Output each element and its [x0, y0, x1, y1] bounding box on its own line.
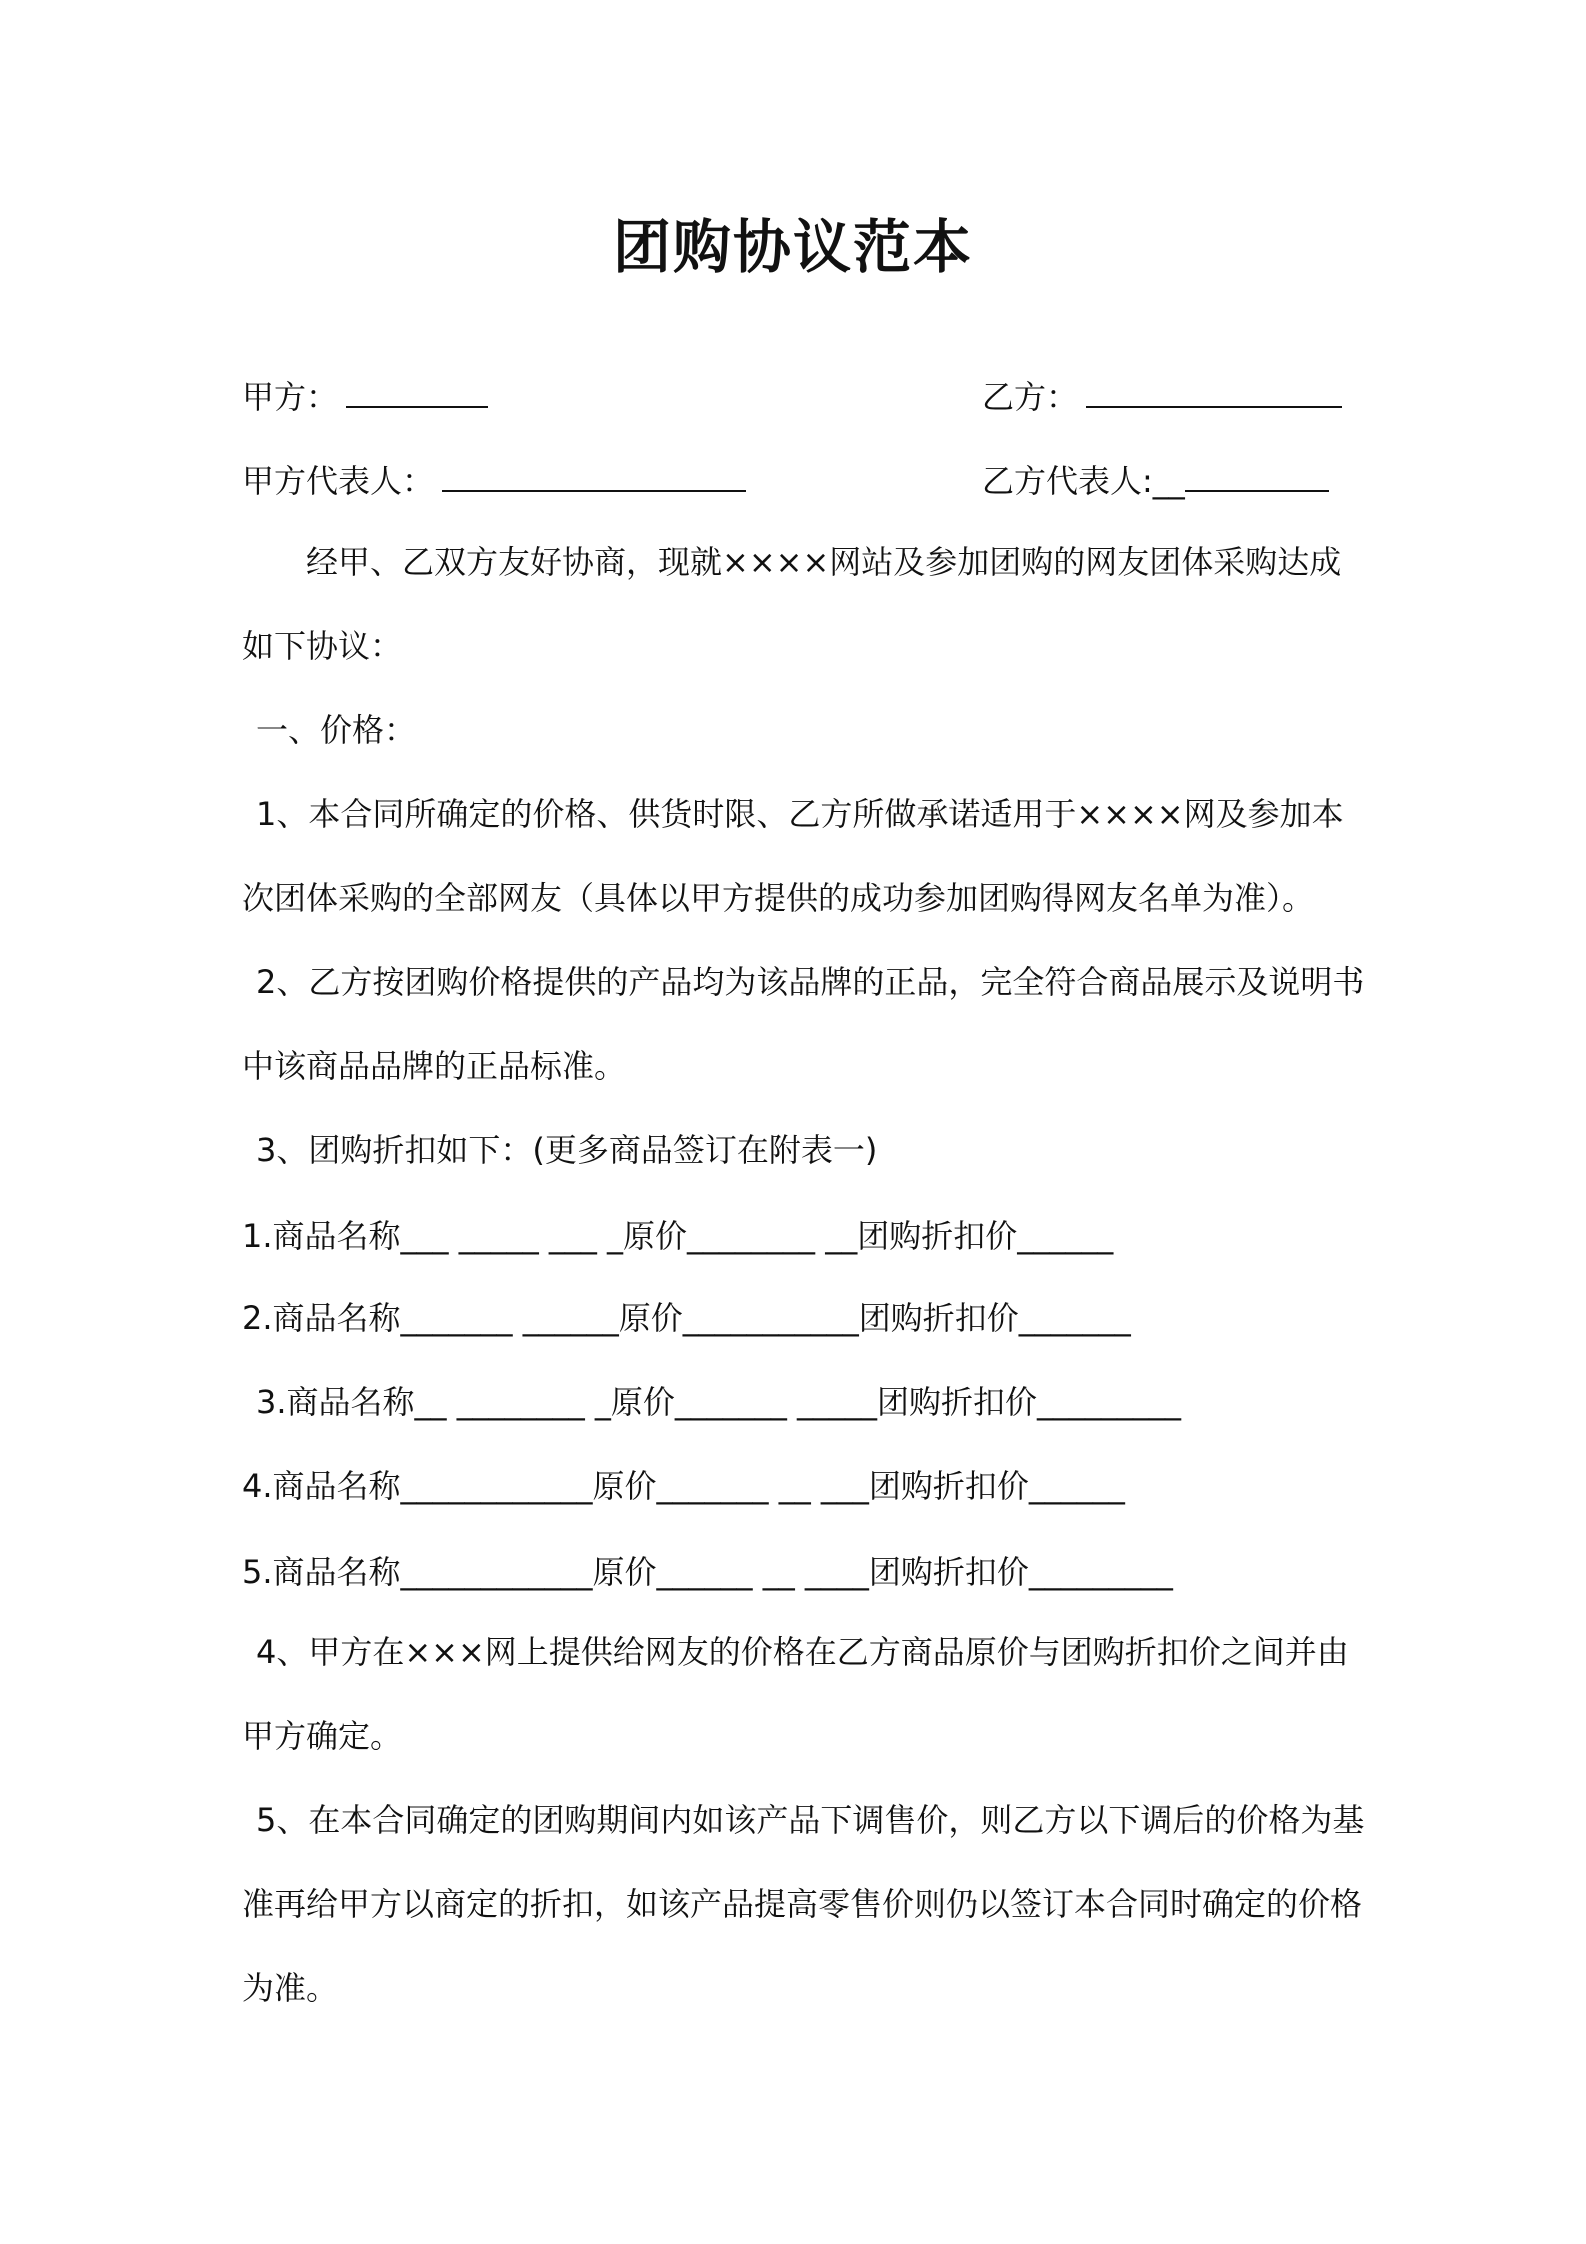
- party-b-blank: [1086, 374, 1342, 408]
- product-row-3: 3.商品名称__ ________ _原价_______ _____团购折扣价_________: [256, 1383, 1182, 1421]
- item-5-line-1: 5、在本合同确定的团购期间内如该产品下调售价，则乙方以下调后的价格为基: [256, 1801, 1365, 1839]
- party-a-rep-label: 甲方代表人：: [242, 462, 435, 500]
- product-row-5: 5.商品名称____________原价______ __ ____团购折扣价_________: [242, 1553, 1173, 1591]
- item-2-line-1: 2、乙方按团购价格提供的产品均为该品牌的正品，完全符合商品展示及说明书: [256, 963, 1365, 1001]
- item-5-line-3: 为准。: [242, 1969, 339, 2007]
- intro-line-1: 经甲、乙双方友好协商，现就××××网站及参加团购的网友团体采购达成: [306, 543, 1342, 581]
- party-a-row: [242, 374, 488, 419]
- item-2-line-2: 中该商品品牌的正品标准。: [242, 1047, 627, 1085]
- item-4-line-2: 甲方确定。: [242, 1717, 403, 1755]
- document-title: 团购协议范本: [612, 213, 973, 281]
- party-a-rep-row: [242, 458, 746, 503]
- party-a-blank: [346, 374, 488, 408]
- party-b-rep-label: 乙方代表人:__: [982, 462, 1185, 500]
- party-b-label: 乙方：: [982, 378, 1079, 416]
- party-b-rep-row: [982, 458, 1329, 503]
- item-1-line-1: 1、本合同所确定的价格、供货时限、乙方所做承诺适用于××××网及参加本: [256, 795, 1344, 833]
- item-5-line-2: 准再给甲方以商定的折扣，如该产品提高零售价则仍以签订本合同时确定的价格: [242, 1885, 1363, 1923]
- product-row-2: 2.商品名称_______ ______原价___________团购折扣价_______: [242, 1299, 1131, 1337]
- item-1-line-2: 次团体采购的全部网友（具体以甲方提供的成功参加团购得网友名单为准）。: [242, 879, 1315, 917]
- party-b-rep-blank: [1185, 458, 1329, 492]
- product-row-4: 4.商品名称____________原价_______ __ ___团购折扣价______: [242, 1467, 1125, 1505]
- party-b-row: [982, 374, 1342, 419]
- item-3-line: 3、团购折扣如下：(更多商品签订在附表一): [256, 1131, 878, 1169]
- section-1-heading: 一、价格：: [256, 711, 417, 749]
- party-a-rep-blank: [442, 458, 746, 492]
- intro-line-2: 如下协议：: [242, 627, 403, 665]
- party-a-label: 甲方：: [242, 378, 339, 416]
- item-4-line-1: 4、甲方在×××网上提供给网友的价格在乙方商品原价与团购折扣价之间并由: [256, 1633, 1349, 1671]
- product-row-1: 1.商品名称___ _____ ___ _原价________ __团购折扣价______: [242, 1217, 1114, 1255]
